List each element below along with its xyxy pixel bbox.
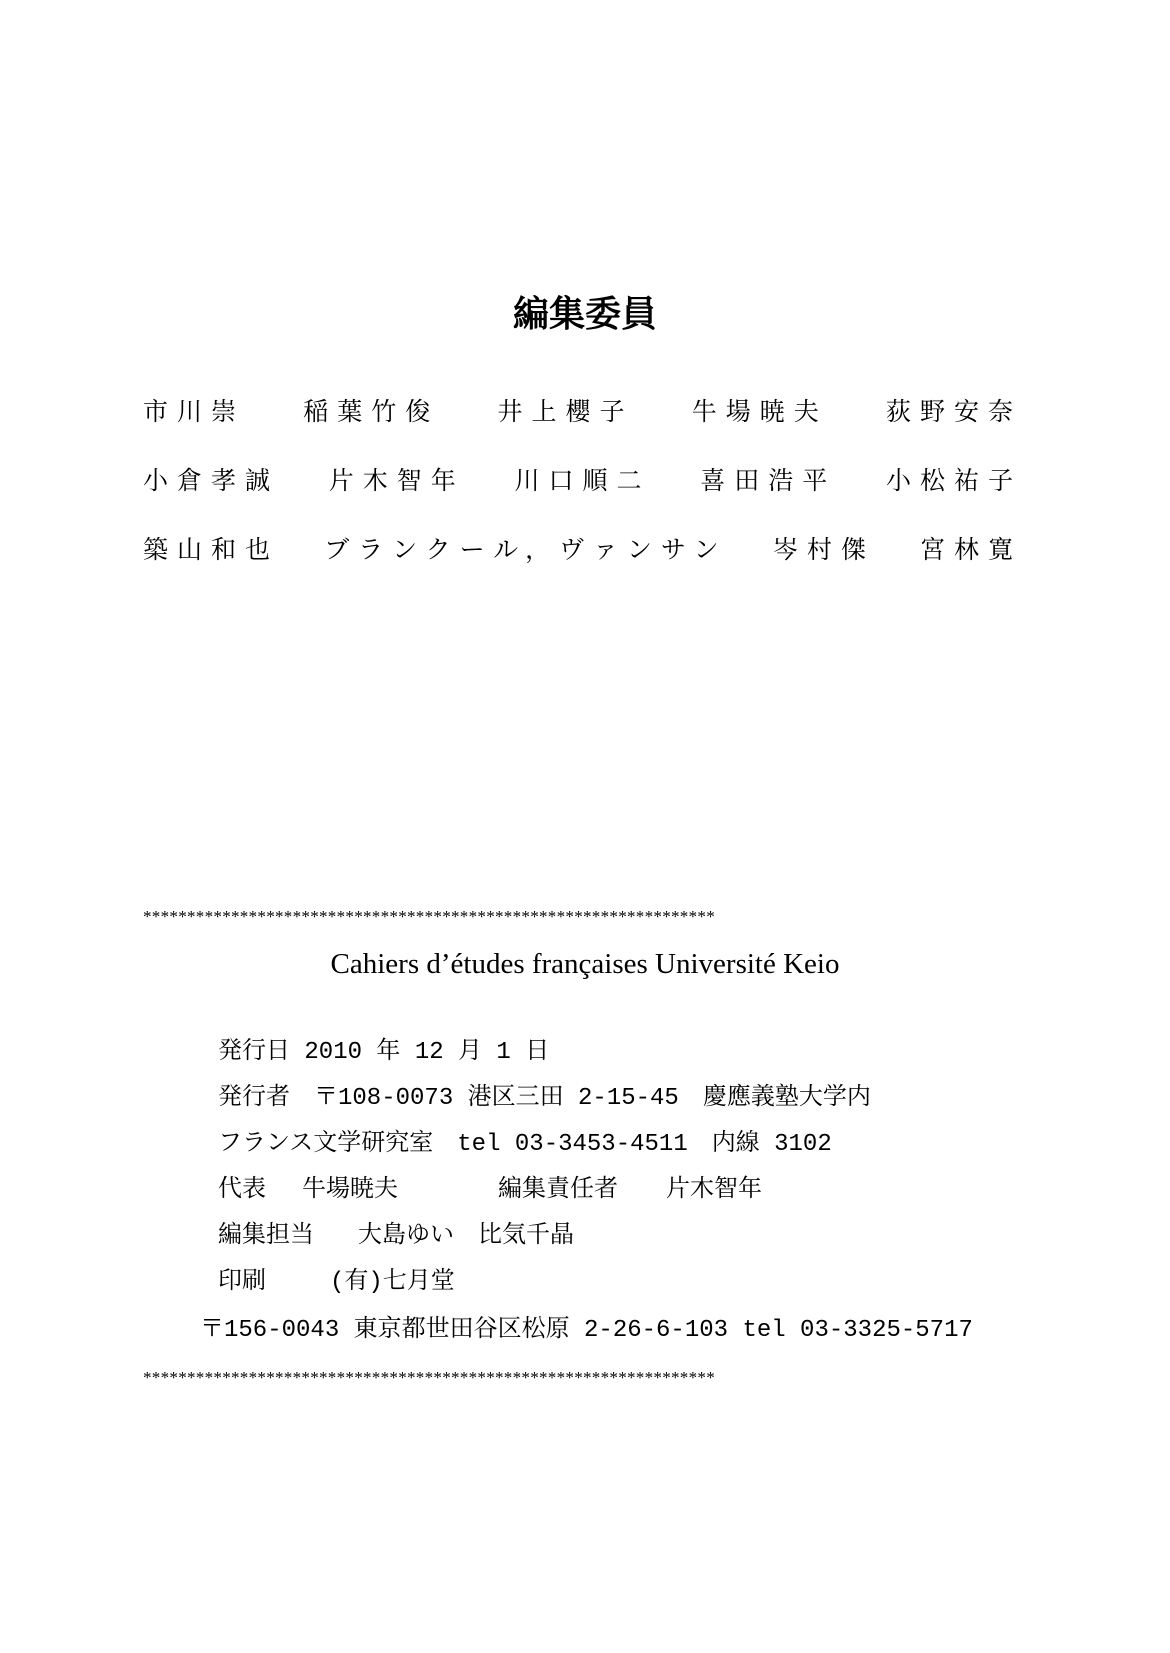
member-name: 市川崇	[143, 397, 246, 426]
printer-name: (有)七月堂	[330, 1269, 455, 1296]
member-name: 宮林寛	[919, 535, 1022, 564]
department-line: フランス文学研究室 tel 03-3453-4511 内線 3102	[218, 1131, 832, 1158]
publisher-line: 発行者 〒108-0073 港区三田 2-15-45 慶應義塾大学内	[218, 1085, 871, 1112]
member-name: 築山和也	[143, 535, 280, 564]
journal-title: Cahiers d’études françaises Université Keio	[330, 948, 840, 980]
member-row-3	[143, 530, 1022, 566]
separator-top: *****************************************************************	[143, 907, 715, 926]
member-name: 片木智年	[328, 466, 465, 495]
member-name: 牛場暁夫	[691, 397, 828, 426]
editor-in-chief-label: 編集責任者	[498, 1177, 618, 1204]
editor-in-chief-name: 片木智年	[666, 1177, 762, 1204]
publication-date: 発行日 2010 年 12 月 1 日	[218, 1039, 550, 1066]
editorial-staff-names: 大島ゆい 比気千晶	[358, 1223, 574, 1250]
member-name: 岑村傑	[772, 535, 875, 564]
member-name: 小松祐子	[885, 466, 1022, 495]
separator-bottom: *****************************************************************	[143, 1368, 715, 1387]
member-name: 荻野安奈	[885, 397, 1022, 426]
member-name: ブランクール，ヴァンサン	[324, 535, 728, 564]
member-name: 井上櫻子	[497, 397, 634, 426]
printer-label: 印刷	[218, 1269, 266, 1296]
member-name: 川口順二	[514, 466, 651, 495]
printer-address: 〒156-0043 東京都世田谷区松原 2-26-6-103 tel 03-3325-5717	[200, 1317, 973, 1344]
member-name: 喜田浩平	[700, 466, 837, 495]
page-title: 編集委員	[512, 293, 657, 335]
member-row-1	[143, 392, 1022, 428]
member-row-2	[143, 461, 1022, 497]
representative-label: 代表	[218, 1177, 266, 1204]
editorial-staff-label: 編集担当	[218, 1223, 314, 1250]
representative-name: 牛場暁夫	[302, 1177, 398, 1204]
member-name: 稲葉竹俊	[303, 397, 440, 426]
member-name: 小倉孝誠	[143, 466, 280, 495]
